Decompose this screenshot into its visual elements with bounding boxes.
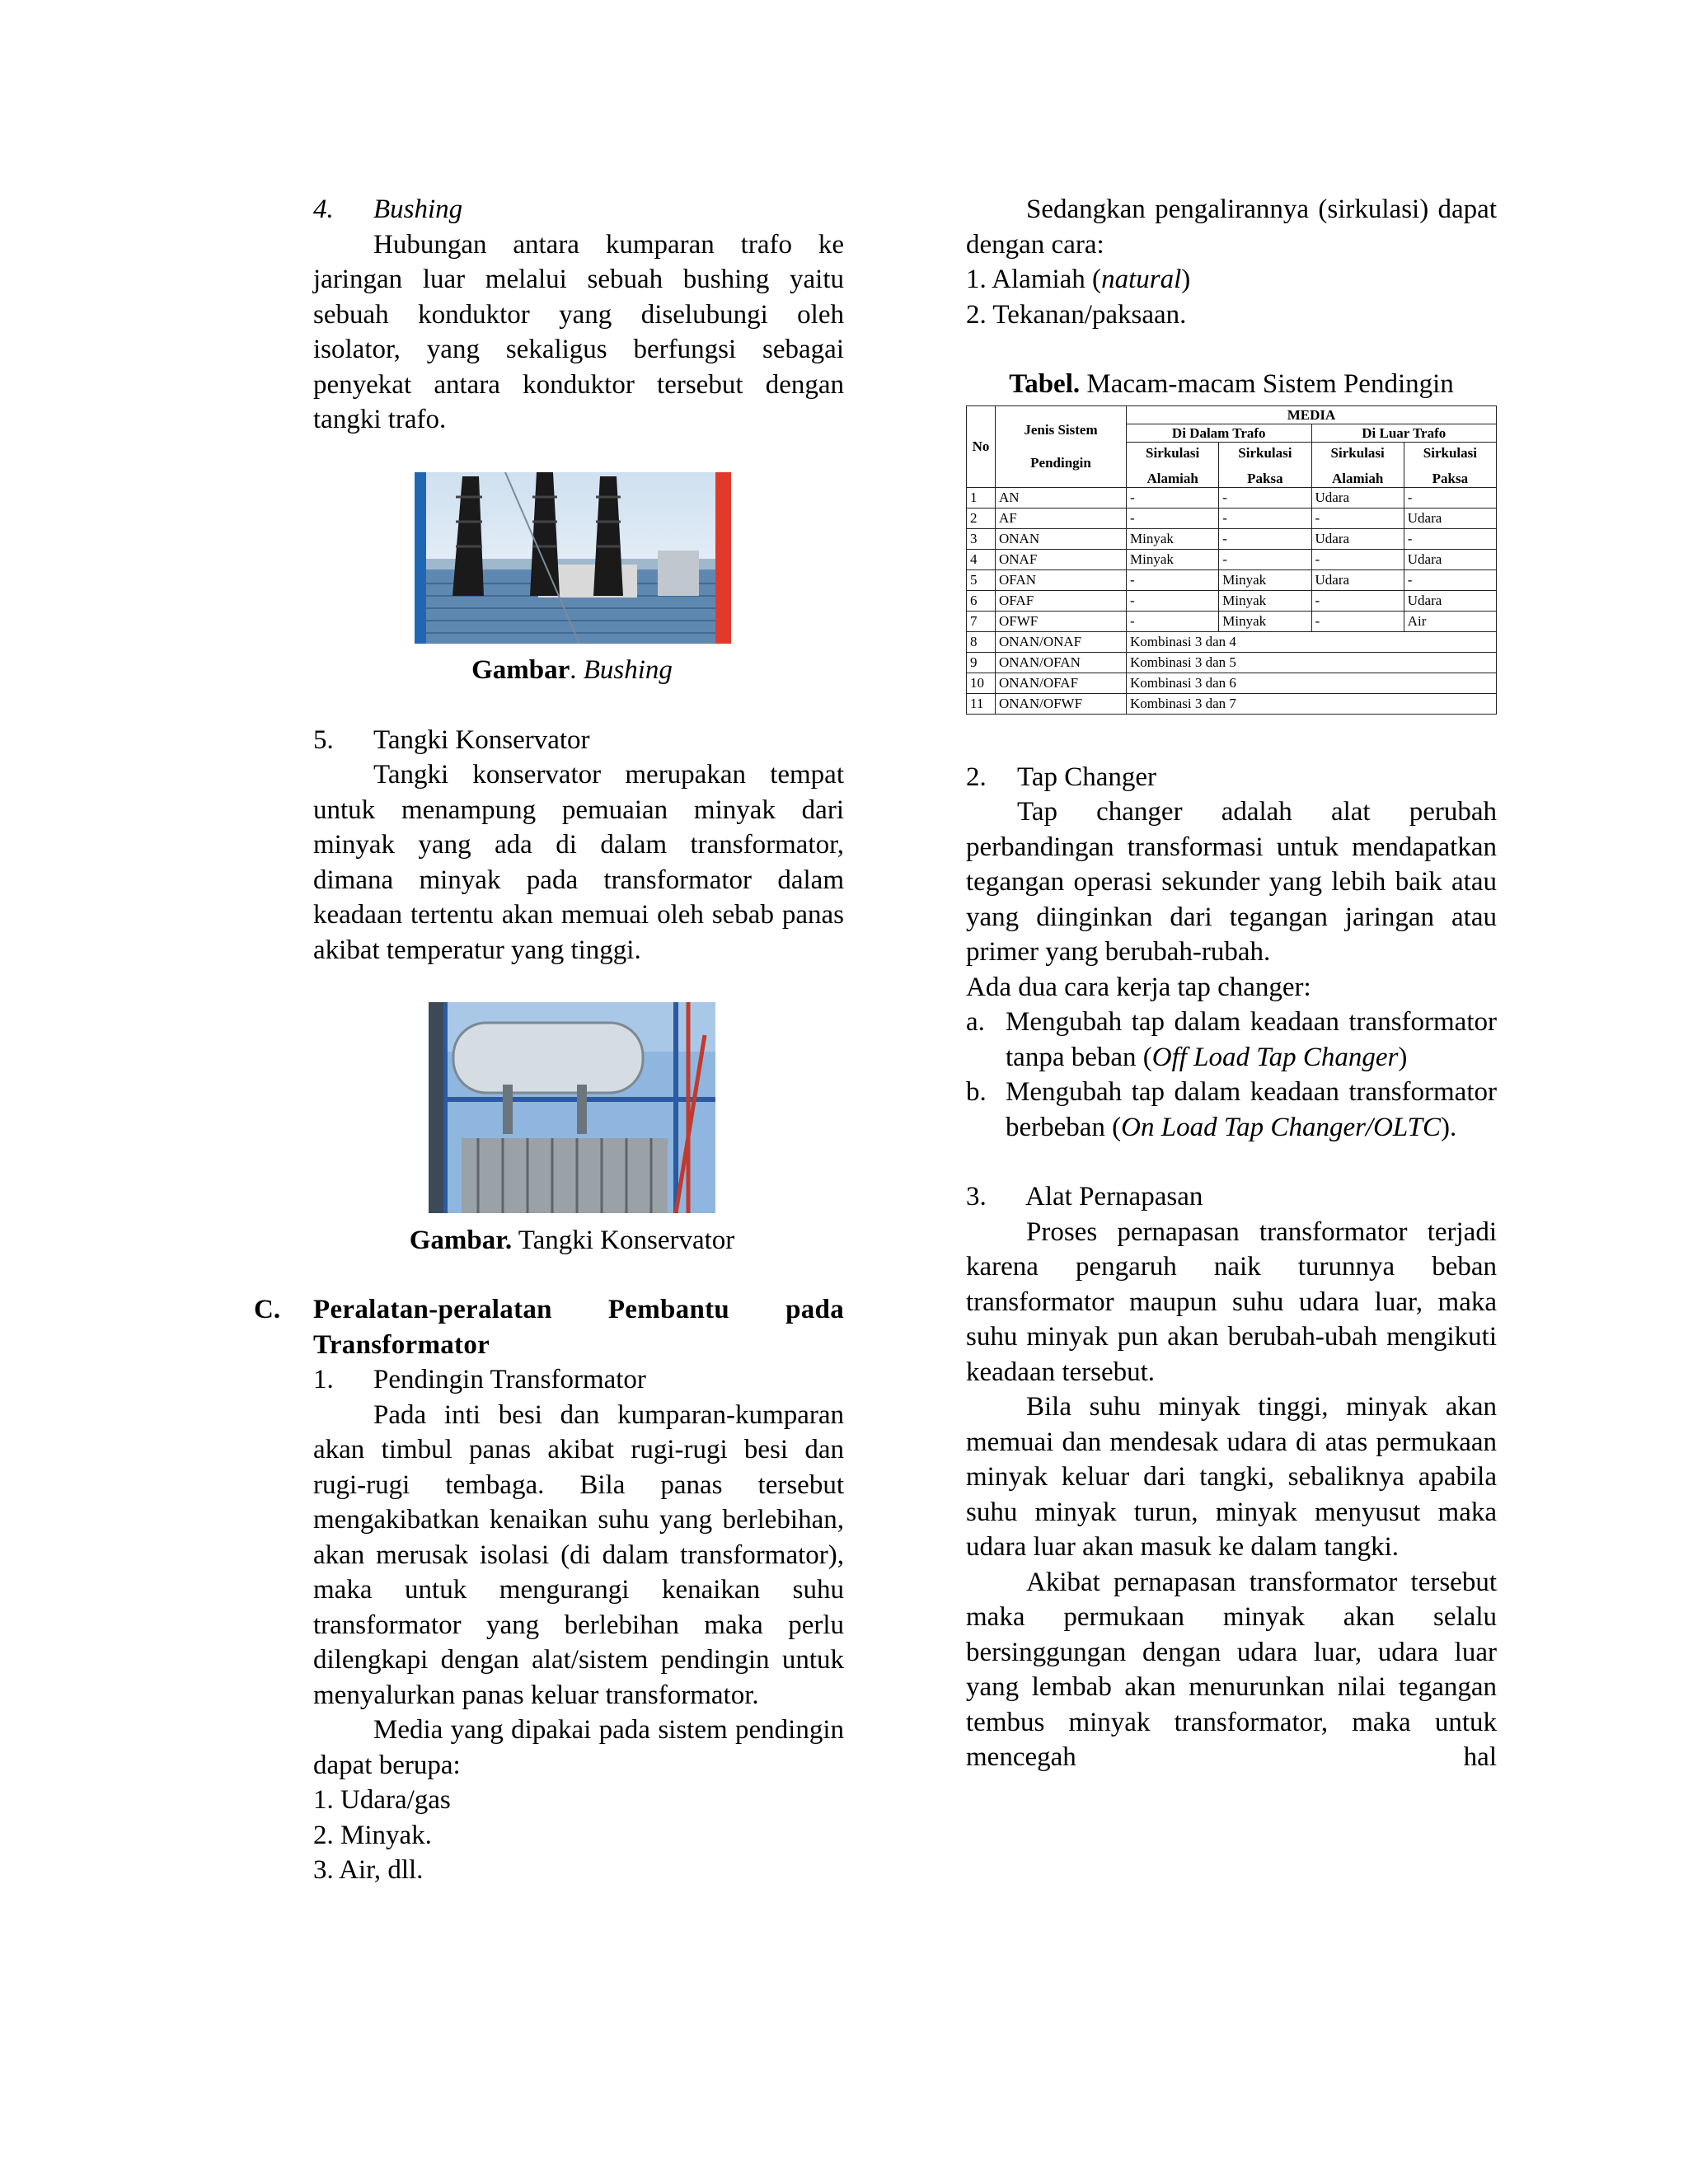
konservator-figure [313,1002,844,1258]
table-cell: Minyak [1127,549,1219,569]
item-text [1006,1005,1497,1075]
table-cell: ONAN/OFAN [996,652,1127,673]
konservator-caption [300,1223,844,1258]
item-text: 1. Alamiah ( [966,265,1102,294]
table-cell: ONAF [996,549,1127,569]
table-cell: 6 [967,590,996,611]
pendingin-paragraph-2: Media yang dipakai pada sistem pendingin dapat berupa: [313,1715,844,1780]
pernapasan-paragraph-3: Akibat pernapasan transformator tersebut maka permukaan minyak akan selalu bersinggungan dengan udara luar, udara luar yang lembab akan menurunkan nilai tegangan tembus minyak transformator, maka untuk mencegah hal [966,1567,1497,1772]
col-header-sirkulasi: Sirkulasi [1404,442,1496,464]
table-cell: - [1311,508,1404,528]
table-cell: Udara [1404,508,1496,528]
table-cell: 10 [967,673,996,693]
section-number: 4. [313,194,334,224]
table-cell: ONAN/OFWF [996,693,1127,714]
col-header-media: MEDIA [1127,405,1497,424]
section-3-heading [966,1179,1497,1215]
section-title: Alat Pernapasan [1025,1182,1203,1212]
table-cell: 3 [967,528,996,549]
section-title: Tap Changer [1017,762,1157,792]
konservator-photo [429,1002,715,1213]
item-label: a. [966,1007,985,1037]
table-title [966,367,1497,402]
section-2-heading [966,760,1497,795]
table-cell: 8 [967,631,996,652]
bushing-caption [300,653,844,688]
table-row [967,508,1497,528]
table-cell: OFAF [996,590,1127,611]
section-number: 3. [966,1182,987,1212]
pendingin-paragraph-1: Pada inti besi dan kumparan-kumparan akan timbul panas akibat rugi-rugi besi dan rugi-rugi tembaga. Bila panas tersebut mengakibatkan kenaikan suhu yang berlebihan, akan merusak isolasi (di dalam transformator), maka untuk mengurangi kenaikan suhu transformator yang berlebihan maka perlu dilengkapi dengan alat/sistem pendingin untuk menyalurkan panas keluar transformator. [313,1399,844,1710]
col-header-jenis [996,405,1127,487]
table-cell: 2 [967,508,996,528]
caption-text: Bushing [583,655,673,685]
media-item: 2. Minyak. [313,1820,432,1850]
table-row [967,652,1497,673]
col-header-sirkulasi: Sirkulasi [1311,442,1404,464]
right-column [966,192,1497,1775]
col-header-luar: Di Luar Trafo [1311,424,1497,442]
caption-text: Tangki Konservator [512,1225,735,1255]
table-cell: OFWF [996,611,1127,631]
item-text-end: ). [1441,1112,1457,1142]
col-header-alamiah: Alamiah [1311,464,1404,488]
col-header-dalam: Di Dalam Trafo [1127,424,1312,442]
table-body [967,487,1497,714]
cooling-table-wrap [966,405,1497,715]
table-cell: 11 [967,693,996,714]
section-title: Bushing [373,194,463,224]
item-italic: natural [1101,265,1182,294]
col-header-no: No [967,405,996,487]
table-row [967,693,1497,714]
table-cell: 1 [967,487,996,508]
table-cell: Udara [1311,569,1404,590]
table-cell: - [1127,590,1219,611]
section-label: C. [254,1295,281,1324]
table-cell: - [1127,487,1219,508]
media-item: 3. Air, dll. [313,1855,424,1885]
caption-label: Gambar. [409,1225,513,1255]
section-4-heading [313,192,844,227]
table-cell: Air [1404,611,1496,631]
table-cell: ONAN [996,528,1127,549]
table-cell: - [1127,611,1219,631]
table-cell: - [1219,508,1311,528]
table-cell: Minyak [1127,528,1219,549]
caption-separator: . [570,655,584,685]
sirkulasi-item: 2. Tekanan/paksaan. [966,299,1187,330]
item-text [1006,1075,1497,1145]
table-row [967,487,1497,508]
tap-changer-item-b [966,1075,1497,1145]
table-cell: - [1219,487,1311,508]
section-c-heading [254,1292,844,1362]
table-cell: - [1219,549,1311,569]
table-cell: 7 [967,611,996,631]
col-header-jenis-line2: Pendingin [1030,454,1091,471]
table-cell: AN [996,487,1127,508]
table-cell: - [1127,569,1219,590]
col-header-paksa: Paksa [1219,464,1311,488]
tap-changer-intro: Ada dua cara kerja tap changer: [966,972,1311,1002]
section-title: Tangki Konservator [373,724,590,755]
table-cell: - [1404,569,1496,590]
table-row [967,611,1497,631]
table-cell: - [1404,528,1496,549]
table-cell: Minyak [1219,611,1311,631]
table-title-text: Macam-macam Sistem Pendingin [1080,369,1454,399]
section-number: 2. [966,762,987,792]
table-cell: - [1404,487,1496,508]
konservator-paragraph: Tangki konservator merupakan tempat untuk menampung pemuaian minyak dari minyak yang ada di dalam transformator, dimana minyak pada transformator dalam keadaan tertentu akan memuai oleh sebab panas akibat temperatur yang tinggi. [313,760,844,965]
tap-changer-paragraph: Tap changer adalah alat perubah perbandingan transformasi untuk mendapatkan tegangan operasi sekunder yang lebih baik atau yang diinginkan dari tegangan jaringan atau primer yang berubah-rubah. [966,797,1497,967]
sirkulasi-item [966,262,1497,298]
section-5-heading [313,723,844,758]
col-header-jenis-line1: Jenis Sistem [1024,421,1098,438]
table-cell: 9 [967,652,996,673]
table-cell: OFAN [996,569,1127,590]
col-header-sirkulasi: Sirkulasi [1219,442,1311,464]
item-italic: Off Load Tap Changer [1151,1042,1399,1072]
table-cell: Udara [1311,528,1404,549]
sirkulasi-paragraph: Sedangkan pengalirannya (sirkulasi) dapat dengan cara: [966,194,1497,260]
table-row [967,569,1497,590]
table-cell: Kombinasi 3 dan 4 [1127,631,1497,652]
media-item: 1. Udara/gas [313,1785,451,1815]
table-row [967,528,1497,549]
table-cell: Udara [1311,487,1404,508]
table-cell: - [1219,528,1311,549]
table-title-label: Tabel. [1009,369,1081,399]
table-cell: - [1127,508,1219,528]
item-text-end: ) [1398,1042,1408,1072]
pernapasan-paragraph-2: Bila suhu minyak tinggi, minyak akan memuai dan mendesak udara di atas permukaan minyak keluar dari tangki, sebaliknya apabila suhu minyak turun, minyak menyusut maka udara luar akan masuk ke dalam tangki. [966,1392,1497,1562]
table-row [967,673,1497,693]
item-text-main: Mengubah tap dalam keadaan transformator berbeban ( [1006,1077,1497,1142]
table-cell: Kombinasi 3 dan 5 [1127,652,1497,673]
table-row [967,590,1497,611]
item-text-main: Mengubah tap dalam keadaan transformator tanpa beban ( [1006,1007,1497,1072]
section-1-heading [313,1362,844,1398]
table-cell: 5 [967,569,996,590]
bushing-paragraph: Hubungan antara kumparan trafo ke jaringan luar melalui sebuah bushing yaitu sebuah konduktor yang diselubungi oleh isolator, yang sekaligus berfungsi sebagai penyekat antara konduktor tersebut dengan tangki trafo. [313,229,844,434]
table-cell: Minyak [1219,590,1311,611]
col-header-sirkulasi: Sirkulasi [1127,442,1219,464]
table-cell: - [1311,590,1404,611]
caption-label: Gambar [471,655,570,685]
tap-changer-item-a [966,1005,1497,1075]
table-row [967,549,1497,569]
section-title: Pendingin Transformator [373,1365,646,1394]
bushing-figure [313,472,844,688]
pernapasan-paragraph-1: Proses pernapasan transformator terjadi karena pengaruh naik turunnya beban transformator maupun suhu udara luar, maka suhu minyak pun akan berubah-ubah mengikuti keadaan tersebut. [966,1216,1497,1387]
item-italic: On Load Tap Changer/OLTC [1121,1112,1441,1142]
table-cell: ONAN/ONAF [996,631,1127,652]
table-cell: Kombinasi 3 dan 7 [1127,693,1497,714]
table-cell: ONAN/OFAF [996,673,1127,693]
left-column [254,192,844,1888]
section-number: 5. [313,724,334,755]
table-cell: Udara [1404,590,1496,611]
col-header-paksa: Paksa [1404,464,1496,488]
section-title: Peralatan-peralatan Pembantu pada Transformator [313,1295,844,1360]
table-row [967,631,1497,652]
section-number: 1. [313,1365,334,1394]
table-cell: Udara [1404,549,1496,569]
table-cell: - [1311,611,1404,631]
item-text-end: ) [1181,265,1191,294]
item-label: b. [966,1077,987,1107]
table-cell: AF [996,508,1127,528]
cooling-systems-table [966,405,1497,715]
table-cell: - [1311,549,1404,569]
table-cell: 4 [967,549,996,569]
table-cell: Minyak [1219,569,1311,590]
col-header-alamiah: Alamiah [1127,464,1219,488]
bushing-photo [415,472,731,644]
table-cell: Kombinasi 3 dan 6 [1127,673,1497,693]
